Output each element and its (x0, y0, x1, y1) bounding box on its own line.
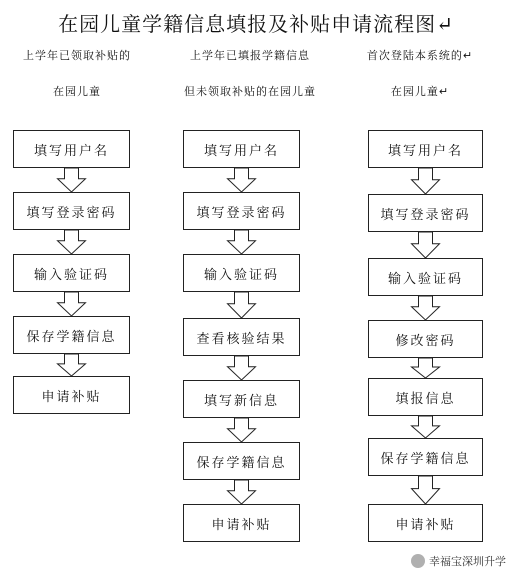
col2-step-3: 输入验证码 (183, 254, 300, 292)
col2-step-2: 填写登录密码 (183, 192, 300, 230)
col1-step-1: 填写用户名 (13, 130, 130, 168)
col3-step-2: 填写登录密码 (368, 194, 483, 232)
col2-step-6: 保存学籍信息 (183, 442, 300, 480)
col3-step-3: 输入验证码 (368, 258, 483, 296)
col3-arrow-3 (412, 296, 440, 320)
col2-arrow-3 (228, 292, 256, 318)
col1-arrow-1 (58, 168, 86, 192)
col2-arrow-5 (228, 418, 256, 442)
col1-arrow-2 (58, 230, 86, 254)
column-2-header-line-1: 上学年已填报学籍信息 (190, 49, 310, 62)
col2-step-4: 查看核验结果 (183, 318, 300, 356)
page-title: 在园儿童学籍信息填报及补贴申请流程图↵ (58, 12, 454, 36)
col2-arrow-4 (228, 356, 256, 380)
col2-arrow-2 (228, 230, 256, 254)
col1-arrow-3 (58, 292, 86, 316)
col3-step-4: 修改密码 (368, 320, 483, 358)
col2-step-7: 申请补贴 (183, 504, 300, 542)
col1-step-3: 输入验证码 (13, 254, 130, 292)
col1-step-4: 保存学籍信息 (13, 316, 130, 354)
col1-step-5: 申请补贴 (13, 376, 130, 414)
col3-arrow-5 (412, 416, 440, 438)
watermark (411, 553, 506, 569)
col2-step-5: 填写新信息 (183, 380, 300, 418)
col3-step-1: 填写用户名 (368, 130, 483, 168)
col3-step-5: 填报信息 (368, 378, 483, 416)
watermark-text: 幸福宝深圳升学 (429, 555, 506, 568)
column-3-header-line-2: 在园儿童↵ (390, 85, 450, 98)
col2-arrow-6 (228, 480, 256, 504)
col3-arrow-2 (412, 232, 440, 258)
column-2-header-line-2: 但未领取补贴的在园儿童 (184, 85, 316, 98)
col1-step-2: 填写登录密码 (13, 192, 130, 230)
col3-arrow-6 (412, 476, 440, 504)
col3-step-7: 申请补贴 (368, 504, 483, 542)
column-1-header-line-1: 上学年已领取补贴的 (23, 49, 131, 62)
col2-arrow-1 (228, 168, 256, 192)
col2-step-1: 填写用户名 (183, 130, 300, 168)
column-3-header-line-1: 首次登陆本系统的↵ (366, 49, 474, 62)
column-1-header-line-2: 在园儿童 (53, 85, 101, 98)
col3-arrow-4 (412, 358, 440, 378)
wechat-icon (411, 554, 425, 568)
col3-step-6: 保存学籍信息 (368, 438, 483, 476)
col1-arrow-4 (58, 354, 86, 376)
col3-arrow-1 (412, 168, 440, 194)
